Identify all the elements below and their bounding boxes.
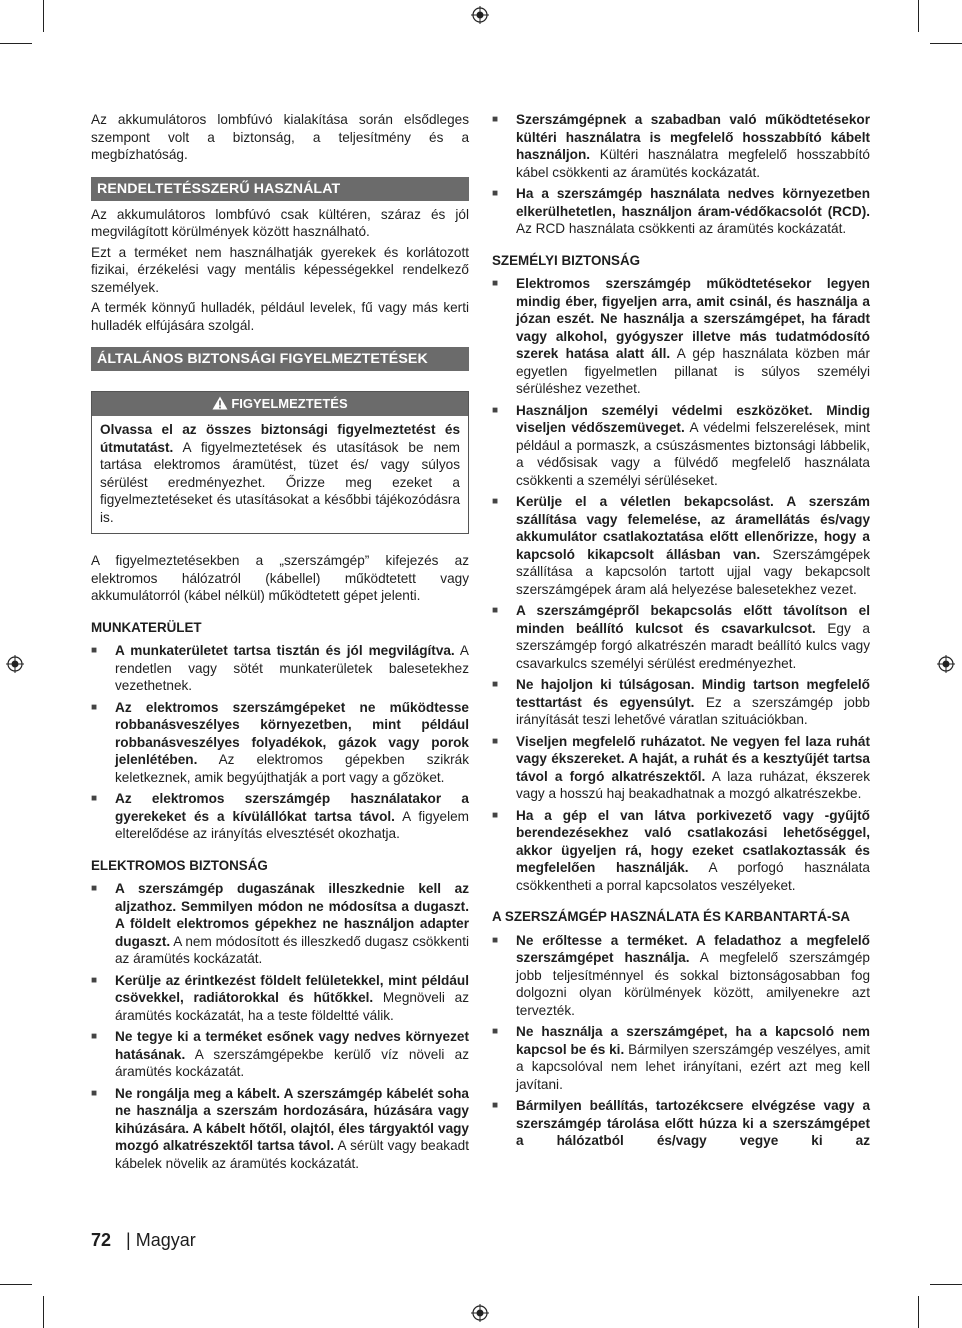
list-item: ■ Használjon személyi védelmi eszközöket. Mindig viseljen védőszemüveget. A védelmi felszerelések, mint például a pormaszk, a csúszásmentes biztonsági lábbelik, a védősisak vagy a fülvédő megfelelő használata csökkenti a személyi sérüléseket. xyxy=(492,402,870,488)
list-item: ■ A szerszámgép dugaszának illeszkednie kell az aljzathoz. Semmilyen módon ne módosítsa a dugaszt. A földelt elektromos gépekhez ne használjon adapter dugaszt. A nem módosított és illeszkedő dugasz csökkenti az áramütés kockázatát. xyxy=(91,881,469,966)
personal-safety-list xyxy=(492,275,870,894)
definition-note: A figyelmeztetésekben a „szerszámgép” kifejezés az elektromos hálózatról (kábellel) működtetett vagy akkumulátorról (kábel nélkül) működtetett gépet jelenti. xyxy=(91,553,469,603)
list-item: ■ Ne erőltesse a terméket. A feladathoz a megfelelő szerszámgépet használja. A megfelelő szerszámgép jobb teljesítménnyel és sokkal biztonságosabban fog dolgozni olyan körülmények között, amilyenekre azt tervezték. xyxy=(492,932,870,1018)
section-heading-general-safety: ÁLTALÁNOS BIZTONSÁGI FIGYELMEZTETÉSEK xyxy=(91,347,469,371)
subheading-tool-use: A SZERSZÁMGÉP HASZNÁLATA ÉS KARBANTARTÁ-SA xyxy=(492,909,851,924)
crop-mark xyxy=(918,0,919,32)
crop-mark xyxy=(0,1284,32,1285)
warning-header xyxy=(92,392,468,416)
list-item: ■ Ha a szerszámgép használata nedves környezetben elkerülhetetlen, használjon áram-védőkacsolót (RCD). Az RCD használata csökkenti az áramütés kockázatát. xyxy=(492,186,870,236)
list-item: ■ Kerülje el a véletlen bekapcsolást. A szerszám szállítása vagy felemelése, az áramellátás és/vagy akkumulátor csatlakoztatása előtt ellenőrizze, hogy a kapcsoló kikapcsolt állásban van. Szerszámgépek szállítása a kapcsolón tartott ujjal vagy bekapcsolt szerszámgépek áram alá helyezése balesetekhez vezet. xyxy=(492,494,870,597)
work-area-list xyxy=(91,642,469,843)
list-item: ■ Ne hajoljon ki túlságosan. Mindig tartson megfelelő testtartást és egyensúlyt. Ez a szerszámgép jobb irányítását teszi lehetővé váratlan szituációkban. xyxy=(492,677,870,727)
list-item: ■ Ha a gép el van látva porkivezető vagy -gyűjtő berendezésekhez való csatlakozási lehetőséggel, akkor ügyeljen rá, hogy ezeket csatlakoztassák és megfelelően használják. A porfogó használata csökkentheti a porral kapcsolatos veszélyeket. xyxy=(492,807,870,893)
warning-box xyxy=(91,391,469,534)
registration-mark-icon xyxy=(6,655,24,673)
registration-mark-icon xyxy=(471,6,489,24)
paragraph: Ezt a terméket nem használhatják gyerekek és korlátozott fizikai, érzékelési vagy mentális képességekkel rendelkező személyek. xyxy=(91,244,469,295)
crop-mark xyxy=(43,1296,44,1328)
warning-body xyxy=(92,416,468,533)
list-item: ■ Ne használja a szerszámgépet, ha a kapcsoló nem kapcsol be és ki. Bármilyen szerszámgép veszélyes, amit a kapcsolóval nem lehet irányítani, ezért azt meg kell javítani. xyxy=(492,1024,870,1092)
list-item: ■ Az elektromos szerszámgépeket ne működtesse robbanásveszélyes környezetben, mint például robbanásveszélyes folyadékok, gázok vagy porok jelenlétében. Az elektromos gépekben szikrák keletkeznek, amik begyújthatják a port vagy a gőzöket. xyxy=(91,699,469,785)
warning-triangle-icon xyxy=(212,396,228,410)
footer-language: | Magyar xyxy=(126,1230,196,1250)
list-item: ■ Szerszámgépnek a szabadban való működtetésekor kültéri használatra is megfelelő hosszabbító kábelt használjon. Kültéri használatra megfelelő hosszabbító kábel csökkenti az áramütés kockázatát. xyxy=(492,112,870,180)
page-footer xyxy=(91,1230,196,1251)
crop-mark xyxy=(43,0,44,32)
list-item: ■ Ne rongálja meg a kábelt. A szerszámgép kábelét soha ne használja a szerszám hordozására, húzására vagy kihúzására. A kábelt hőtől, olajtól, éles tárgyaktól vagy mozgó alkatrészektől tartsa távol. A sérült vagy beakadt kábelek növelik az áramütés kockázatát. xyxy=(91,1085,469,1171)
right-column xyxy=(492,111,870,1154)
left-column xyxy=(91,111,469,1176)
crop-mark xyxy=(930,43,962,44)
list-item: ■ A munkaterületet tartsa tisztán és jól megvilágítva. A rendetlen vagy sötét munkaterületek balesetekhez vezethetnek. xyxy=(91,643,469,693)
registration-mark-icon xyxy=(937,655,955,673)
warning-text: A figyelmeztetések és utasítások be nem tartása elektromos áramütést, tüzet és/ vagy súlyos sérülést eredményezhet. Őrizze meg ezeket a figyelmeztetéseket és utasításokat a későbbi tájékozódásra is. xyxy=(100,439,460,525)
list-item: ■ Elektromos szerszámgép működtetésekor legyen mindig éber, figyeljen arra, amit csinál, és használja a józan eszét. Ne használja a szerszámgépet, ha fáradt vagy alkohol, gyógyszer illetve más tudatmódosító szerek hatása alatt áll. A gép használata közben már egyetlen figyelmetlen pillanat is súlyos személyi sérüléshez vezethet. xyxy=(492,276,870,396)
paragraph: Az akkumulátoros lombfúvó csak kültéren, száraz és jól megvilágított körülmények között használható. xyxy=(91,206,469,239)
crop-mark xyxy=(0,43,32,44)
section-heading-intended-use: RENDELTETÉSSZERŰ HASZNÁLAT xyxy=(91,177,469,201)
tool-use-list xyxy=(492,932,870,1150)
electrical-list xyxy=(91,880,469,1172)
list-item: ■ Kerülje az érintkezést földelt felületekkel, mint például csövekkel, radiátorokkal és hűtőkkel. Megnöveli az áramütés kockázatát, ha a teste földeltté válik. xyxy=(91,972,469,1023)
crop-mark xyxy=(930,1284,962,1285)
subheading-electrical-safety: ELEKTROMOS BIZTONSÁG xyxy=(91,857,268,873)
subheading-personal-safety: SZEMÉLYI BIZTONSÁG xyxy=(492,252,641,268)
list-item: ■ Az elektromos szerszámgép használatakor a gyerekeket és a kívülállókat tartsa távol. A figyelem elterelődése az irányítás elvesztését okozhatja. xyxy=(91,791,469,841)
paragraph: A termék könnyű hulladék, például levelek, fű vagy más kerti hulladék elfújására szolgál. xyxy=(91,300,469,333)
list-item: ■ Viseljen megfelelő ruházatot. Ne vegyen fel laza ruhát vagy ékszereket. A haját, a ruhát és a kesztyűjét tartsa távol a forgó alkatrészektől. A laza ruházat, ékszerek vagy a hosszú haj beakadhatnak a mozgó alkatrészekbe. xyxy=(492,733,871,801)
subheading-work-area: MUNKATERÜLET xyxy=(91,619,202,635)
registration-mark-icon xyxy=(471,1304,489,1322)
list-item: ■ Bármilyen beállítás, tartozékcsere elvégzése vagy a szerszámgép tárolása előtt húzza ki a szerszámgépet a hálózatból és/vagy vegye ki az xyxy=(492,1098,870,1148)
warning-title: FIGYELMEZTETÉS xyxy=(231,396,348,411)
list-item: ■ A szerszámgépről bekapcsolás előtt távolítson el minden beállító kulcsot és csavarkulcsot. Egy a szerszámgép forgó alkatrészén maradt beállító kulcs vagy csavarkulcs személyi sérülést eredményezhet. xyxy=(492,603,870,671)
crop-mark xyxy=(918,1296,919,1328)
intro-paragraph: Az akkumulátoros lombfúvó kialakítása során elsődleges szempont volt a biztonság, a teljesítmény és a megbízhatóság. xyxy=(91,112,469,162)
warning-bold-text: Olvassa el az összes biztonsági figyelmeztetést és útmutatást. xyxy=(100,422,460,455)
page-number: 72 xyxy=(91,1230,112,1250)
extension-list xyxy=(492,111,870,238)
list-item: ■ Ne tegye ki a terméket esőnek vagy nedves környezet hatásának. A szerszámgépekbe kerülő víz növeli az áramütés kockázatát. xyxy=(91,1029,469,1079)
